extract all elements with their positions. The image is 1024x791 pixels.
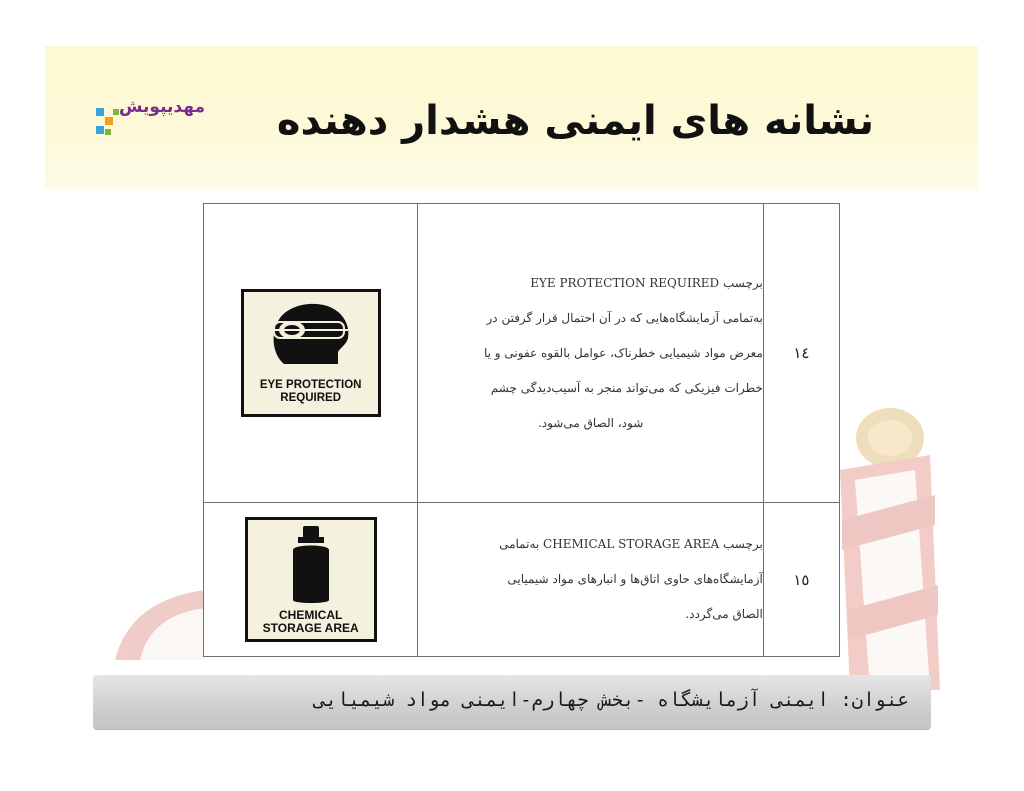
row-number: ١٥ bbox=[763, 503, 839, 657]
signs-table bbox=[203, 203, 840, 657]
description-line: شود، الصاق می‌شود. bbox=[537, 415, 644, 430]
sign-label-line: EYE PROTECTION bbox=[259, 379, 362, 391]
description-line: برچسب CHEMICAL STORAGE AREA به‌تمامی bbox=[499, 537, 763, 551]
footer-title: عنوان: ایمنی آزمایشگاه -بخش چهارم-ایمنی مواد شیمیایی bbox=[314, 689, 909, 711]
chemical-storage-sign bbox=[245, 517, 377, 642]
sign-label-line: REQUIRED bbox=[280, 392, 341, 404]
eye-protection-icon bbox=[244, 292, 378, 372]
description-cell bbox=[418, 503, 764, 657]
description-line: آزمایشگاه‌های حاوی اتاق‌ها و انبارهای مواد شیمیایی bbox=[507, 572, 763, 586]
table-row bbox=[204, 503, 840, 657]
description-line: خطرات فیزیکی که می‌تواند منجر به آسیب‌دیدگی چشم bbox=[490, 380, 763, 395]
chemical-bottle-icon bbox=[248, 520, 374, 610]
eye-protection-sign bbox=[241, 289, 381, 417]
description-line: به‌تمامی آزمایشگاه‌هایی که در آن احتمال قرار گرفتن در bbox=[486, 310, 763, 325]
logo bbox=[93, 97, 203, 152]
page-title: نشانه های ایمنی هشدار دهنده bbox=[276, 98, 874, 144]
footer-bar bbox=[93, 675, 931, 730]
description-line: الصاق می‌گردد. bbox=[685, 607, 763, 621]
description-cell bbox=[418, 204, 764, 503]
sign-label-line: STORAGE AREA bbox=[262, 621, 359, 635]
row-number: ١٤ bbox=[763, 204, 839, 503]
table-row bbox=[204, 204, 840, 503]
sign-image-cell bbox=[204, 503, 418, 657]
sign-image-cell bbox=[204, 204, 418, 503]
description-line: برچسب EYE PROTECTION REQUIRED bbox=[530, 275, 763, 290]
description-line: معرض مواد شیمیایی خطرناک، عوامل بالقوه عفونی و یا bbox=[483, 345, 763, 360]
sign-label-line: CHEMICAL bbox=[278, 608, 343, 622]
logo-text: مهدیپویش bbox=[119, 97, 205, 117]
